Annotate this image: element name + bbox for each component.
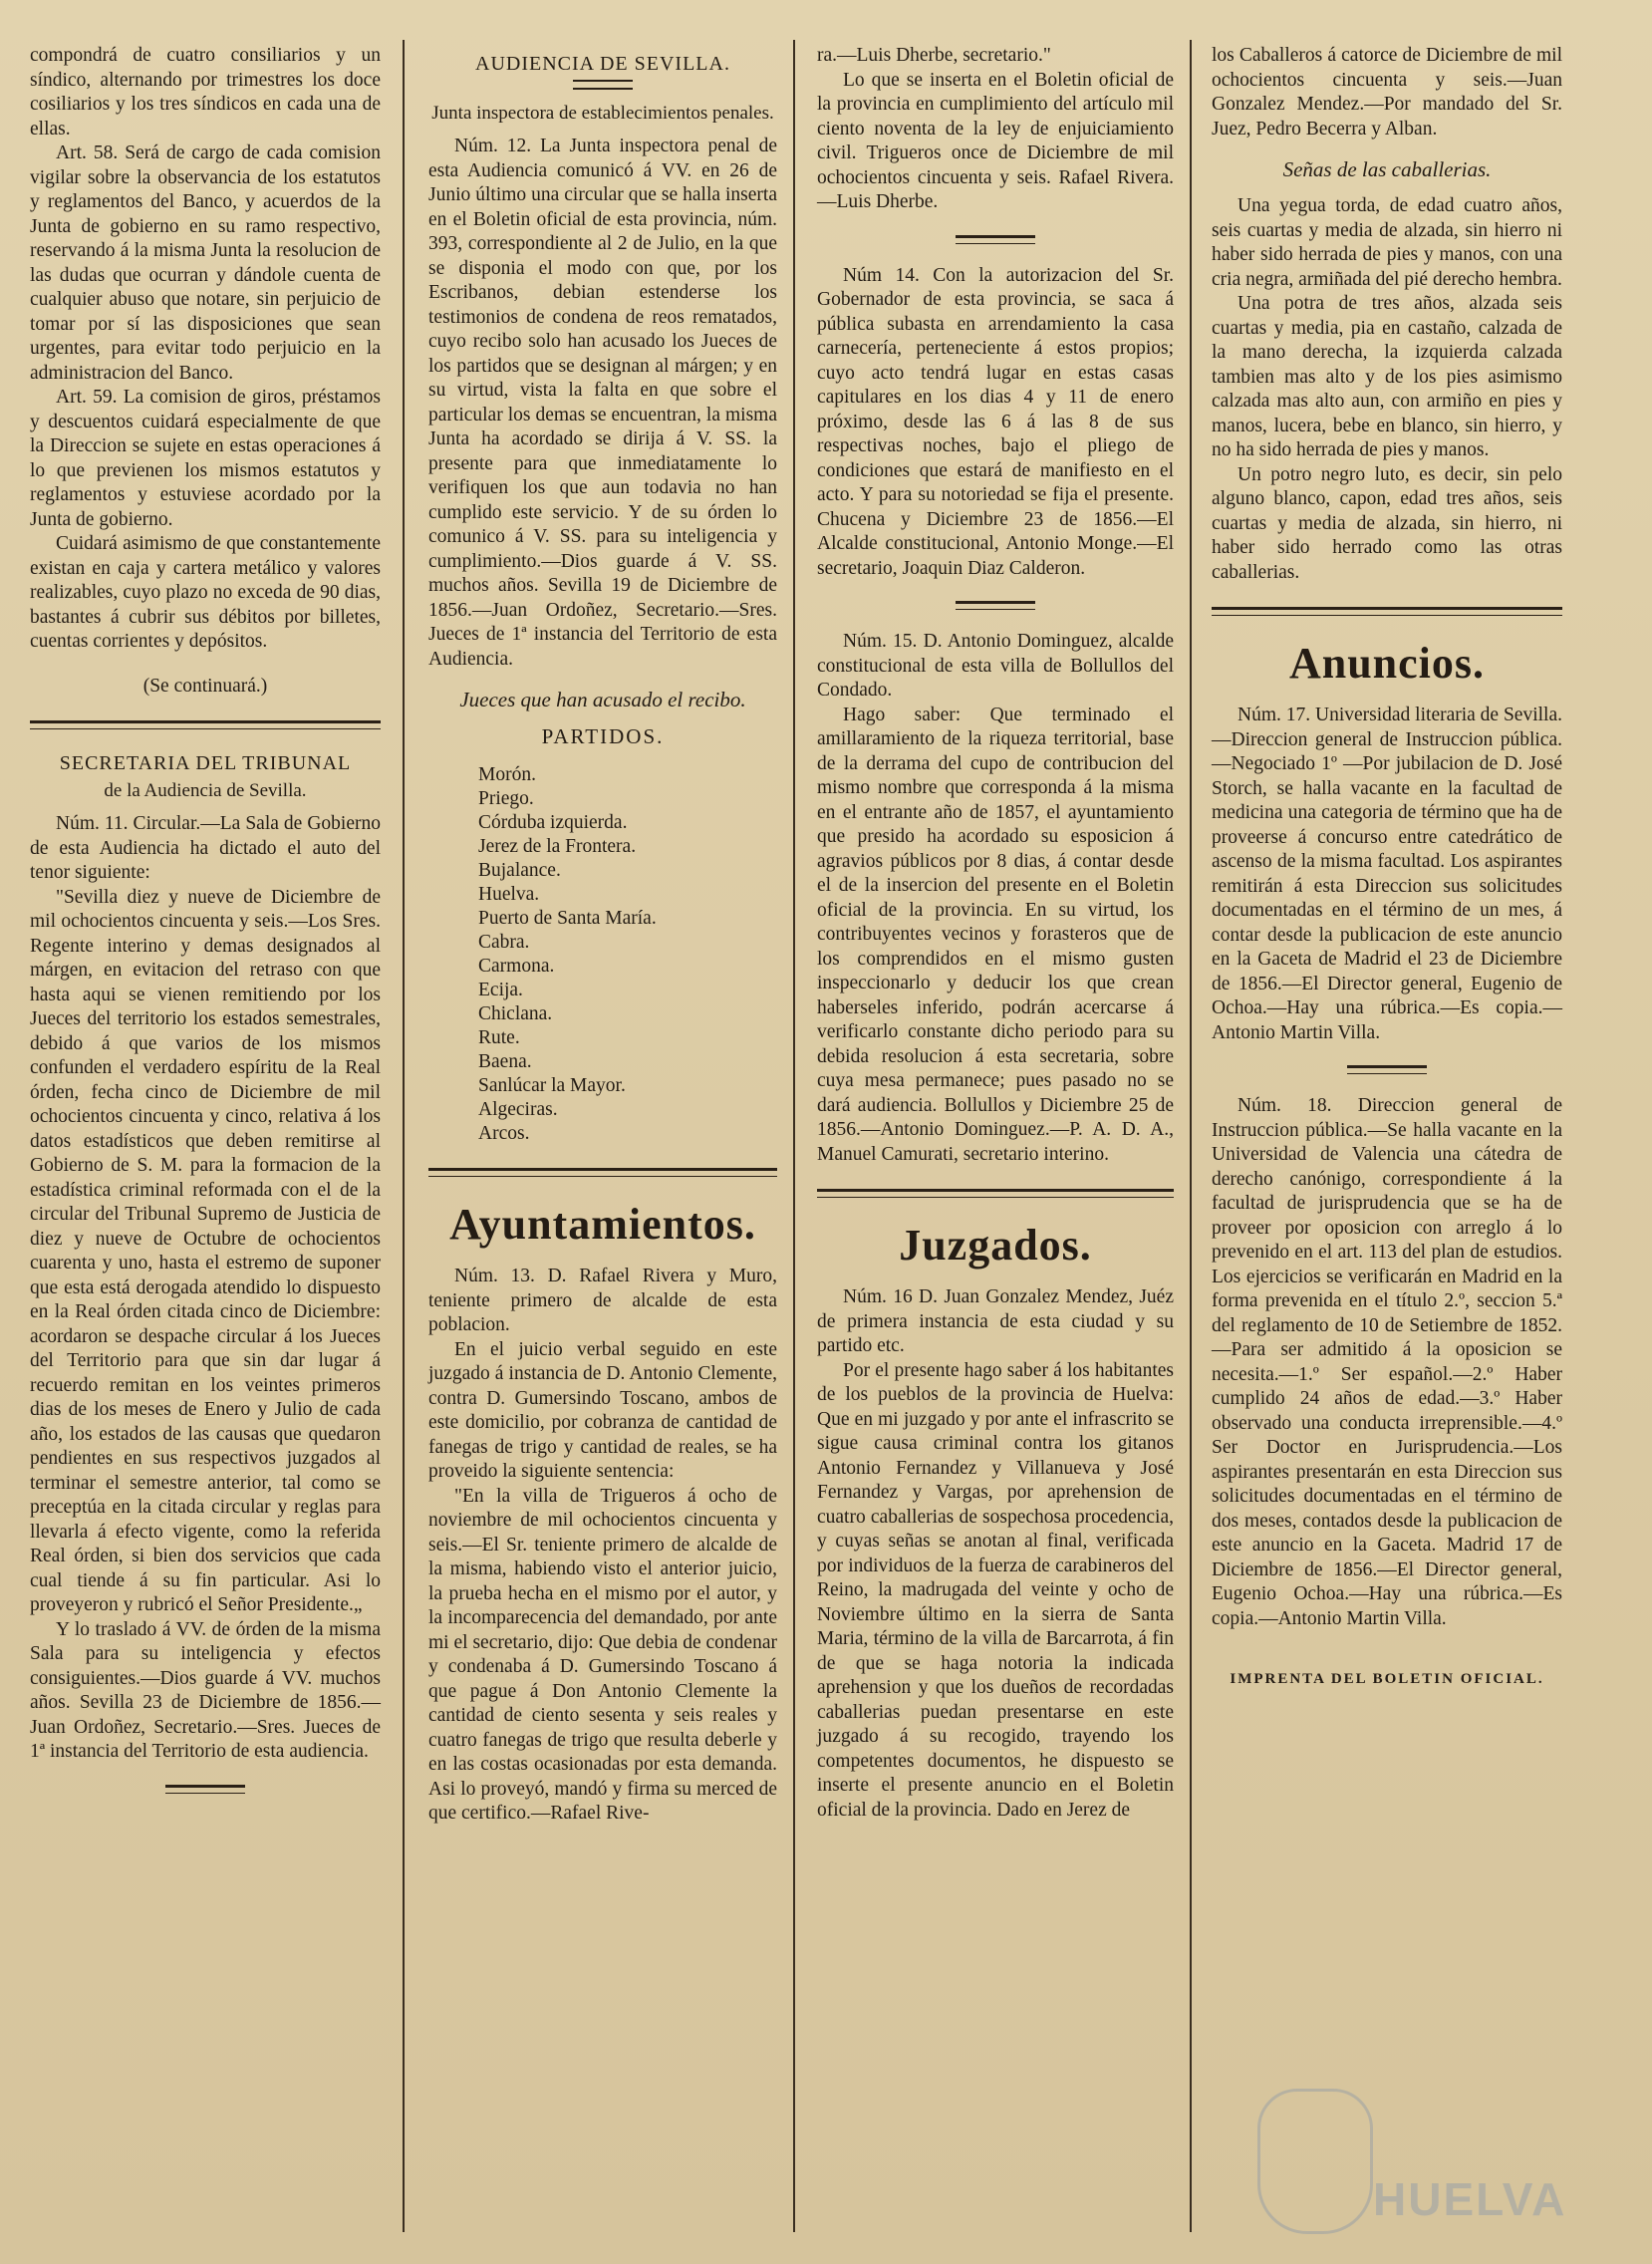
- section-divider: [30, 720, 381, 729]
- notice-11-body: "Sevilla diez y nueve de Diciembre de mil ochocientos cincuenta y seis.—Los Sres. Regente interino y demas designados al márgen, en evitacion del retraso con que hasta aqui se vienen remitiendo por los Jueces del territorio los estados semestrales, debido á que varios de los mismos confunden el verdadero espíritu de la Real órden, fecha cinco de Diciembre de mil ochocientos cincuenta y cinco, relativa á los datos estadísticos que deben remitirse al Gobierno de S. M. para la formacion de la estadística criminal reformada con el de la circular del Tribunal Supremo de Justicia de diez y nueve de Octubre de ochocientos cuarenta y uno, hasta el estremo de suponer que esta está derogada atendido lo dispuesto en la Real órden citada cinco de Diciembre: acordaron se despache circular á los Jueces del Territorio para que sin dar lugar á recuerdo remitan en los veintes primeros dias de los meses de Enero y Julio de cada año, los estados de las causas que quedaron pendientes en sus respectivos juzgados al terminar el semestre anterior, tal como se preceptúa en la citada circular y reglas para llevarla á efecto vigente, como la referida Real órden, si bien dos servicios que cada cual tiende á su fin particular. Asi lo proveyeron y rubricó el Señor Presidente.„: [30, 886, 381, 1615]
- article-58: Art. 58. Será de cargo de cada comision vigilar sobre la observancia de los estatutos y reglamentos del Banco, y acuerdos de la Junta de gobierno en su ramo respectivo, reservando á la misma Junta la resolucion de las dudas que ocurran y dándole cuenta de cualquier abuso que notare, sin perjuicio de tomar por sí las disposiciones que sean urgentes, para evitar todo perjuicio en la administracion del Banco.: [30, 142, 381, 384]
- paragraph: Cuidará asimismo de que constantemente existan en caja y cartera metálico y valores realizables, cuyo plazo no exceda de 90 dias, bastantes á cubrir sus débitos por billetes, cuentas corrientes y depósitos.: [30, 533, 381, 652]
- article-59: Art. 59. La comision de giros, préstamos y descuentos cuidará especialmente de que la Direccion se sujete en estas operaciones á lo que previenen los mismos estatutos y reglamentos y estuviese acordado por la Junta de gobierno.: [30, 387, 381, 530]
- list-item: Priego.: [478, 788, 534, 809]
- town-list: [478, 763, 777, 1146]
- list-item: Morón.: [478, 764, 536, 785]
- section-subtitle: Junta inspectora de establecimientos penales.: [431, 103, 774, 124]
- list-item: Jerez de la Frontera.: [478, 836, 637, 857]
- paragraph: compondrá de cuatro consiliarios y un síndico, alternando por trimestres los doce cosiliarios y los tres síndicos en cada una de ellas.: [30, 45, 381, 140]
- paragraph: Una yegua torda, de edad cuatro años, seis cuartas y media de alzada, sin hierro ni haber sido herrada de pies y manos, con una cria negra, armiñada del pié derecho hembra.: [1212, 195, 1562, 290]
- short-divider: [165, 1785, 245, 1794]
- paragraph: los Caballeros á catorce de Diciembre de mil ochocientos cincuenta y seis.—Juan Gonzalez Mendez.—Por mandado del Sr. Juez, Pedro Becerra y Alban.: [1212, 45, 1562, 140]
- list-item: Cabra.: [478, 932, 530, 953]
- notice-12: Núm. 12. La Junta inspectora penal de esta Audiencia comunicó á VV. en 26 de Junio último una circular que se halla inserta en el Boletin oficial de esta provincia, núm. 393, correspondiente al 2 de Julio, en la que se disponia el modo con que, por los Escribanos, debian estenderse los testimonios de condena de reos rematados, cuyo recibo solo han acusado los Jueces de los partidos que se designan al márgen; y en su virtud, vista la falta en que sobre el particular los demas se encuentran, la misma Junta ha acordado se dirija á V. SS. la presente para que inmediatamente lo verifiquen los que aun todavia no han cumplido este servicio. Y de su órden lo comunico á V. SS. para su inteligencia y cumplimiento.—Dios guarde á V. SS. muchos años. Sevilla 19 de Diciembre de 1856.—Juan Ordoñez, Secretario.—Sres. Jueces de 1ª instancia del Territorio de esta Audiencia.: [428, 136, 777, 670]
- ornament: [573, 80, 633, 90]
- notice-15-intro: Núm. 15. D. Antonio Dominguez, alcalde constitucional de esta villa de Bollullos del Condado.: [817, 631, 1174, 701]
- paragraph: Lo que se inserta en el Boletin oficial de la provincia en cumplimiento del artículo mil ciento noventa de la ley de enjuiciamiento civil. Trigueros once de Diciembre de mil ochocientos cincuenta y seis. Rafael Rivera.—Luis Dherbe.: [817, 69, 1174, 212]
- notice-15-body: Hago saber: Que terminado el amillaramiento de la riqueza territorial, base de la derrama del cupo de contribucion del mismo nombre que corresponda á la misma en el entrante año de 1857, el ayuntamiento que presido ha acordado su esposicion á agravios públicos por 8 dias, á contar desde el de la insercion del presente en el Boletin oficial de la provincia. En su virtud, los contribuyentes vecinos y forasteros que de los comprendidos en el mismo gusten inspeccionarlo y deducir los que crean haberseles inferido, podrán acercarse á verificarlo constante dicho periodo para su debida resolucion á esta secretaria, sobre cuya mesa permanece; pues pasado no se dará audiencia. Bollullos y Diciembre 25 de 1856.—Antonio Dominguez.—P. A. D. A., Manuel Camurati, secretario interino.: [817, 704, 1174, 1165]
- list-item: Ecija.: [478, 980, 523, 1000]
- subheading-partidos: PARTIDOS.: [541, 724, 665, 748]
- short-divider: [1347, 1065, 1427, 1074]
- section-title: AUDIENCIA DE SEVILLA.: [475, 53, 730, 75]
- column-rule: [1190, 40, 1192, 2232]
- list-item: Huelva.: [478, 884, 540, 905]
- list-item: Chiclana.: [478, 1003, 553, 1024]
- subheading: Señas de las caballerias.: [1282, 157, 1492, 181]
- column-3: [807, 44, 1184, 2246]
- paragraph: ra.—Luis Dherbe, secretario.": [817, 45, 1051, 66]
- section-divider: [817, 1189, 1174, 1198]
- short-divider: [956, 601, 1035, 610]
- printer-imprint: IMPRENTA DEL BOLETIN OFICIAL.: [1230, 1671, 1544, 1687]
- list-item: Córduba izquierda.: [478, 812, 628, 833]
- notice-11-closing: Y lo traslado á VV. de órden de la misma Sala para su inteligencia y efectos consiguientes.—Dios guarde á VV. muchos años. Sevilla 23 de Diciembre de 1856.—Juan Ordoñez, Secretario.—Sres. Jueces de 1ª instancia del Territorio de esta audiencia.: [30, 1618, 381, 1762]
- notice-18: Núm. 18. Direccion general de Instruccion pública.—Se halla vacante en la Universidad de Valencia una cátedra de derecho canónigo, correspondiente á la facultad de jurisprudencia que se ha de proveer por oposicion con arreglo á lo prevenido en el art. 113 del plan de estudios. Los ejercicios se verificarán en Madrid en la forma prevenida en el título 2.º, seccion 5.ª del reglamento de 10 de Setiembre de 1852.—Para ser admitido á la oposicion se necesita.—1.º Ser español.—2.º Haber cumplido 24 años de edad.—3.º Haber observado una conducta irreprensible.—4.º Ser Doctor en Jurisprudencia.—Los aspirantes presentarán en esta Direccion sus solicitudes documentadas en el término de dos meses, contados desde la publicacion de este anuncio en la Gaceta. Madrid 17 de Diciembre de 1856.—El Director general, Eugenio Ochoa.—Hay una rúbrica.—Es copia.—Antonio Martin Villa.: [1212, 1095, 1562, 1629]
- notice-13-sentence: "En la villa de Trigueros á ocho de noviembre de mil ochocientos cincuenta y seis.—El Sr. teniente primero de alcalde de la misma, habiendo visto el anterior juicio, la prueba hecha en el mismo por el autor, y la incomparecencia del demandado, por ante mi el secretario, dijo: Que debia de condenar y condenaba á D. Gumersindo Toscano á que pague á Don Antonio Clemente la cantidad de ciento sesenta y seis reales y cuatro fanegas de trigo que resulta deberle y en las costas ocasionadas por esta demanda. Asi lo proveyó, mandó y firma su merced de que certifico.—Rafael Rive-: [428, 1485, 777, 1824]
- section-divider: [1212, 607, 1562, 616]
- notice-16-body: Por el presente hago saber á los habitantes de los pueblos de la provincia de Huelva: Que en mi juzgado y por ante el infrascrito se sigue causa criminal contra los gitanos Antonio Fernandez y Villanueva y José Fernandez y Vargas, por aprehension de cuatro caballerias de sospechosa procedencia, y cuyas señas se anotan al final, verificada por individuos de la fuerza de carabineros del Reino, la madrugada del veinte y ocho de Noviembre último en la sierra de Santa Maria, término de la villa de Barcarrota, á fin de que se haga notoria la indicada aprehension y que los dueños de recordadas caballerias puedan presentarse en este juzgado á su recogido, trayendo los competentes documentos, he dispuesto se inserte el presente anuncio en el Boletin oficial de la provincia. Dado en Jerez de: [817, 1359, 1174, 1821]
- paragraph: Una potra de tres años, alzada seis cuartas y media, pia en castaño, calzada de la mano derecha, la izquierda calzada tambien mas alto y de los pies asimismo calzada mas alto aun, con armiño en pies y manos, lucera, bebe en blanco, sin hierro, y no ha sido herrada de pies y manos.: [1212, 293, 1562, 460]
- section-title: SECRETARIA DEL TRIBUNAL: [59, 752, 352, 774]
- notice-16-intro: Núm. 16 D. Juan Gonzalez Mendez, Juéz de primera instancia de esta ciudad y su partido etc.: [817, 1286, 1174, 1356]
- notice-13-intro: Núm. 13. D. Rafael Rivera y Muro, teniente primero de alcalde de esta poblacion.: [428, 1266, 777, 1335]
- list-item: Bujalance.: [478, 860, 561, 881]
- list-item: Puerto de Santa María.: [478, 908, 657, 929]
- subheading: Jueces que han acusado el recibo.: [459, 688, 746, 711]
- watermark: HUELVA: [1373, 2173, 1567, 2225]
- list-item: Sanlúcar la Mayor.: [478, 1075, 626, 1096]
- notice-14: Núm 14. Con la autorizacion del Sr. Gobernador de esta provincia, se saca á pública subasta en arrendamiento la casa carnecería, perteneciente á estos propios; cuyo acto tendrá lugar en estas casas capitulares en los dias 4 y 11 de enero próximo, desde las 6 á las 8 de sus respectivas noches, bajo el pliego de condiciones que estará de manifiesto en el acto. Y para su notoriedad se fija el presente. Chucena y Diciembre 23 de 1856.—El Alcalde constitucional, Antonio Monge.—El secretario, Joaquin Diaz Calderon.: [817, 264, 1174, 579]
- continuation-note: (Se continuará.): [142, 675, 268, 697]
- column-rule: [793, 40, 795, 2232]
- column-rule: [403, 40, 405, 2232]
- list-item: Baena.: [478, 1051, 532, 1072]
- seal-icon: [1257, 2089, 1373, 2234]
- column-4: [1202, 44, 1572, 2246]
- notice-13-body: En el juicio verbal seguido en este juzgado á instancia de D. Antonio Clemente, contra D. Gumersindo Toscano, ambos de este domicilio, por cobranza de cantidad de fanegas de trigo y cantidad de reales, se ha proveido la siguiente sentencia:: [428, 1338, 777, 1482]
- notice-11-intro: Núm. 11. Circular.—La Sala de Gobierno de esta Audiencia ha dictado el auto del tenor siguiente:: [30, 813, 381, 883]
- column-2: [418, 44, 787, 2246]
- section-heading-anuncios: Anuncios.: [1288, 639, 1486, 688]
- list-item: Carmona.: [478, 956, 555, 977]
- column-1: [20, 44, 391, 2246]
- list-item: Algeciras.: [478, 1099, 558, 1120]
- section-subtitle: de la Audiencia de Sevilla.: [104, 780, 307, 801]
- section-heading-juzgados: Juzgados.: [899, 1221, 1092, 1270]
- section-heading-ayuntamientos: Ayuntamientos.: [449, 1200, 756, 1249]
- list-item: Rute.: [478, 1027, 520, 1048]
- notice-17: Núm. 17. Universidad literaria de Sevilla.—Direccion general de Instruccion pública.—Negociado 1º —Por jubilacion de D. José Storch, se halla vacante en la facultad de medicina una categoria de término que ha de proveerse á concurso entre catedrático de ascenso de la misma facultad. Los aspirantes remitirán á esta Direccion sus solicitudes documentadas en el término de un mes, á contar desde la publicacion de este anuncio en la Gaceta de Madrid el 23 de Diciembre de 1856.—El Director general, Eugenio de Ochoa.—Hay una rúbrica.—Es copia.—Antonio Martin Villa.: [1212, 705, 1562, 1043]
- section-divider: [428, 1168, 777, 1177]
- short-divider: [956, 235, 1035, 244]
- list-item: Arcos.: [478, 1123, 530, 1144]
- paragraph: Un potro negro luto, es decir, sin pelo alguno blanco, capon, edad tres años, seis cuartas y media de alzada, sin hierro, ni haber sido herrado como las otras caballerias.: [1212, 463, 1562, 583]
